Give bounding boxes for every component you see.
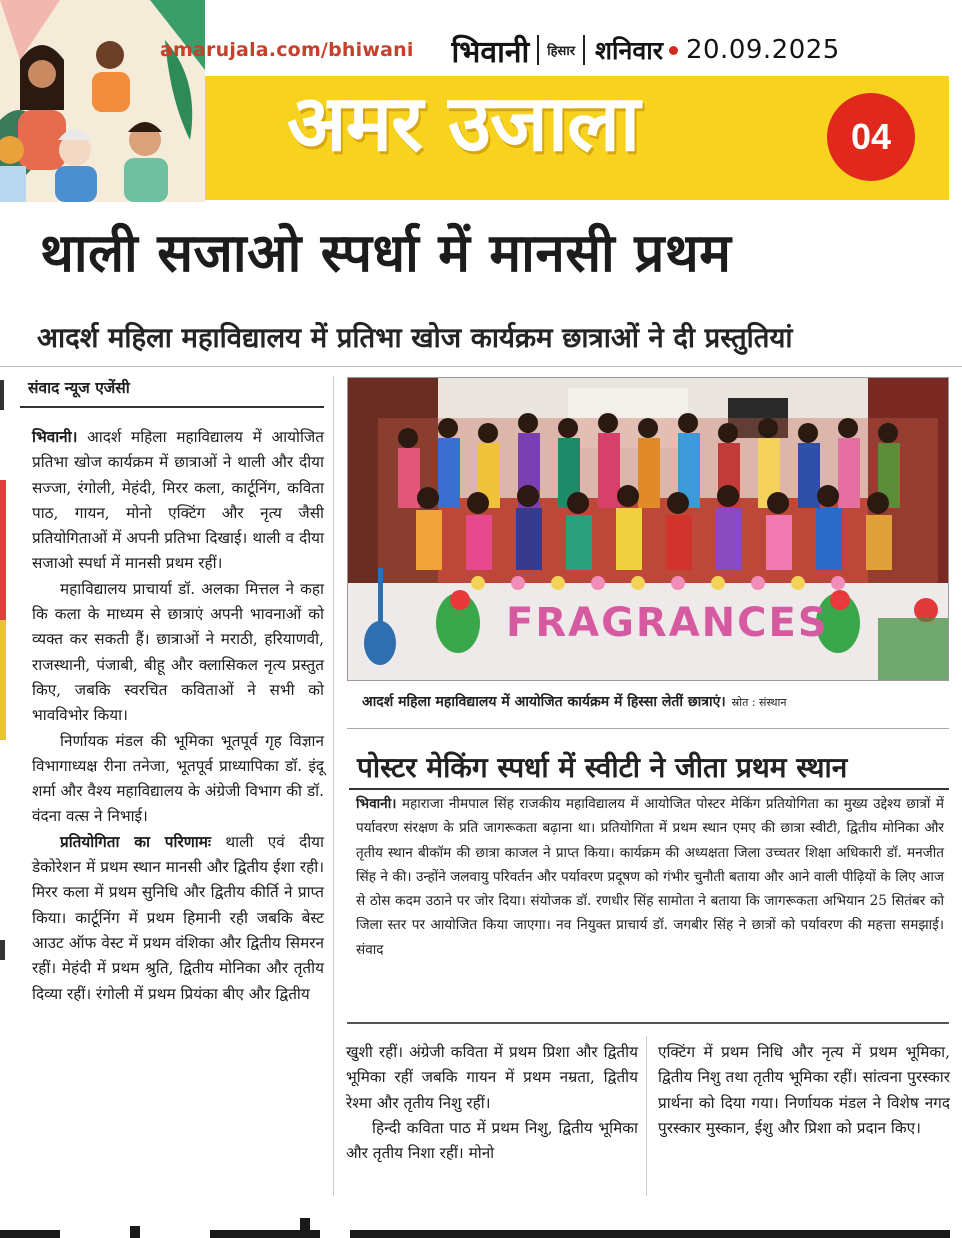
group-photo-image [348,378,949,681]
results-subheading: प्रतियोगिता का परिणामः [60,832,211,851]
band-edge [949,76,962,200]
event-photo[interactable] [347,377,949,681]
logo-band [205,76,949,200]
photo-caption [362,692,787,711]
article-column-3 [658,1040,950,1141]
sub-edition: हिसार [547,44,576,59]
paragraph: खुशी रहीं। अंग्रेजी कविता में प्रथम प्रिशा और द्वितीय भूमिका रहीं जबकि गायन में प्रथम नम्रता, द्वितीय रेश्मा और तृतीय निशु रहीं। [346,1043,638,1112]
byline: संवाद न्यूज एजेंसी [28,379,130,397]
article-column-2 [346,1040,638,1166]
paragraph: महाविद्यालय प्राचार्या डॉ. अलका मित्तल ने कहा कि कला के माध्यम से छात्राएं अपनी भावनाओं को व्यक्त कर सकती हैं। छात्राओं ने मराठी, हरियाणवी, राजस्थानी, पंजाबी, बीहू और क्लासिकल नृत्य प्रस्तुत किए, जबकि स्वरचित कविताओं ने सभी को भावविभोर किया। [32,579,324,725]
rule [347,728,949,729]
students-group [378,413,938,588]
byline-rule [20,406,324,408]
edition-name: भिवानी [451,34,530,70]
secondary-headline: पोस्टर मेकिंग स्पर्धा में स्वीटी ने जीता प्रथम स्थान [357,751,848,784]
photo-credit: स्रोत : संस्थान [731,696,787,709]
signoff: संवाद [356,941,384,958]
article-column-1 [32,425,324,1007]
next-article-headline-cutoff [0,1208,962,1238]
secondary-article-body [356,792,944,962]
paragraph: हिन्दी कविता पाठ में प्रथम निशु, द्वितीय भूमिका और तृतीय निशा रहीं। मोनो [346,1118,638,1163]
caption-text: आदर्श महिला महाविद्यालय में आयोजित कार्यक्रम में हिस्सा लेतीं छात्राएं। [362,694,726,710]
newspaper-logo: अमर उजाला [287,79,640,169]
weekday: शनिवार [595,36,663,65]
cropped-headline-strokes [0,1208,962,1238]
sub-headline: आदर्श महिला महाविद्यालय में प्रतिभा खोज कार्यक्रम छात्राओं ने दी प्रस्तुतियां [37,322,793,354]
paragraph [32,425,324,577]
divider [537,35,539,65]
rule [349,788,949,790]
main-headline: थाली सजाओ स्पर्धा में मानसी प्रथम [40,223,732,284]
rule [347,1022,949,1024]
paragraph-text: थाली एवं दीया डेकोरेशन में प्रथम स्थान मानसी और द्वितीय ईशा रही। मिरर कला में प्रथम सुनिधि और द्वितीय कीर्ति ने प्राप्त किया। कार्टूनिंग में प्रथम हिमानी रही जबकि बेस्ट आउट ऑफ वेस्ट में प्रथम वंशिका और द्वितीय सिमरन रहीं। मेहंदी में प्रथम श्रुति, द्वितीय मोनिका और तृतीय दिव्या रहीं। रंगोली में प्रथम प्रियंका बीए और द्वितीय [32,832,324,1003]
dateline: भिवानी। [356,796,397,812]
masthead-topline [160,30,960,70]
divider [583,35,585,65]
date-dot-icon [669,46,678,55]
site-url[interactable]: amarujala.com/bhiwani [160,39,414,61]
paragraph: निर्णायक मंडल की भूमिका भूतपूर्व गृह विज्ञान विभागाध्यक्ष रीना तनेजा, भूतपूर्व प्राध्यापिका डॉ. इंदू शर्मा और वैश्य महाविद्यालय के अंग्रेजी विभाग की डॉ. वंदना वत्स ने निभाई। [32,731,324,826]
paragraph-text: महाराजा नीमपाल सिंह राजकीय महाविद्यालय में आयोजित पोस्टर मेकिंग प्रतियोगिता का मुख्य उद्देश्य छात्रों में पर्यावरण संरक्षण के प्रति जागरूकता बढ़ाना था। प्रतियोगिता में प्रथम स्थान एमए की छात्रा स्वीटी, द्वितीय मोनिका और तृतीय स्थान बीकॉम की छात्रा काजल ने प्राप्त किया। कार्यक्रम की अध्यक्षता जिला उच्चतर शिक्षा अधिकारी डॉ. मनजीत सिंह ने की। उन्होंने जलवायु परिवर्तन और पर्यावरण प्रदूषण को गंभीर चुनौती बताया और आने वाली पीढ़ियों के लिए आज से ठोस कदम उठाने पर जोर दिया। संयोजक डॉ. रणधीर सिंह सामोता ने बताया कि जागरूकता अभियान 25 सितंबर को जिला स्तर पर आयोजित किया जाएगा। नव नियुक्त प्राचार्य डॉ. जगबीर सिंह ने छात्रों को पर्यावरण की महत्ता समझाई। [356,796,944,934]
column-rule [646,1036,647,1196]
page-number-badge: 04 [827,93,915,181]
rule [0,366,962,367]
adjacent-article-edge [0,380,10,1200]
issue-date: 20.09.2025 [685,35,840,65]
masthead [0,0,962,202]
fragrances-banner: FRAGRANCES [506,600,829,646]
paragraph-text: आदर्श महिला महाविद्यालय में आयोजित प्रतिभा खोज कार्यक्रम में छात्राओं ने थाली और दीया सज्जा, रंगोली, मेहंदी, मिरर कला, कार्टूनिंग, कविता पाठ, गायन, मोनो एक्टिंग और नृत्य जैसी प्रतियोगिताओं में अपनी प्रतिभा दिखाई। थाली व दीया सजाओ स्पर्धा में मानसी प्रथम रहीं। [32,428,324,573]
dateline: भिवानी। [32,428,78,446]
paragraph [32,830,324,1007]
column-rule [333,376,334,1196]
paragraph: एक्टिंग में प्रथम निधि और नृत्य में प्रथम भूमिका, द्वितीय निशु तथा तृतीय भूमिका रहीं। सांत्वना पुरस्कार प्रार्थना को दिया गया। निर्णायक मंडल ने विशेष नगद पुरस्कार मुस्कान, ईशु और प्रिशा को प्रदान किए। [658,1043,950,1137]
